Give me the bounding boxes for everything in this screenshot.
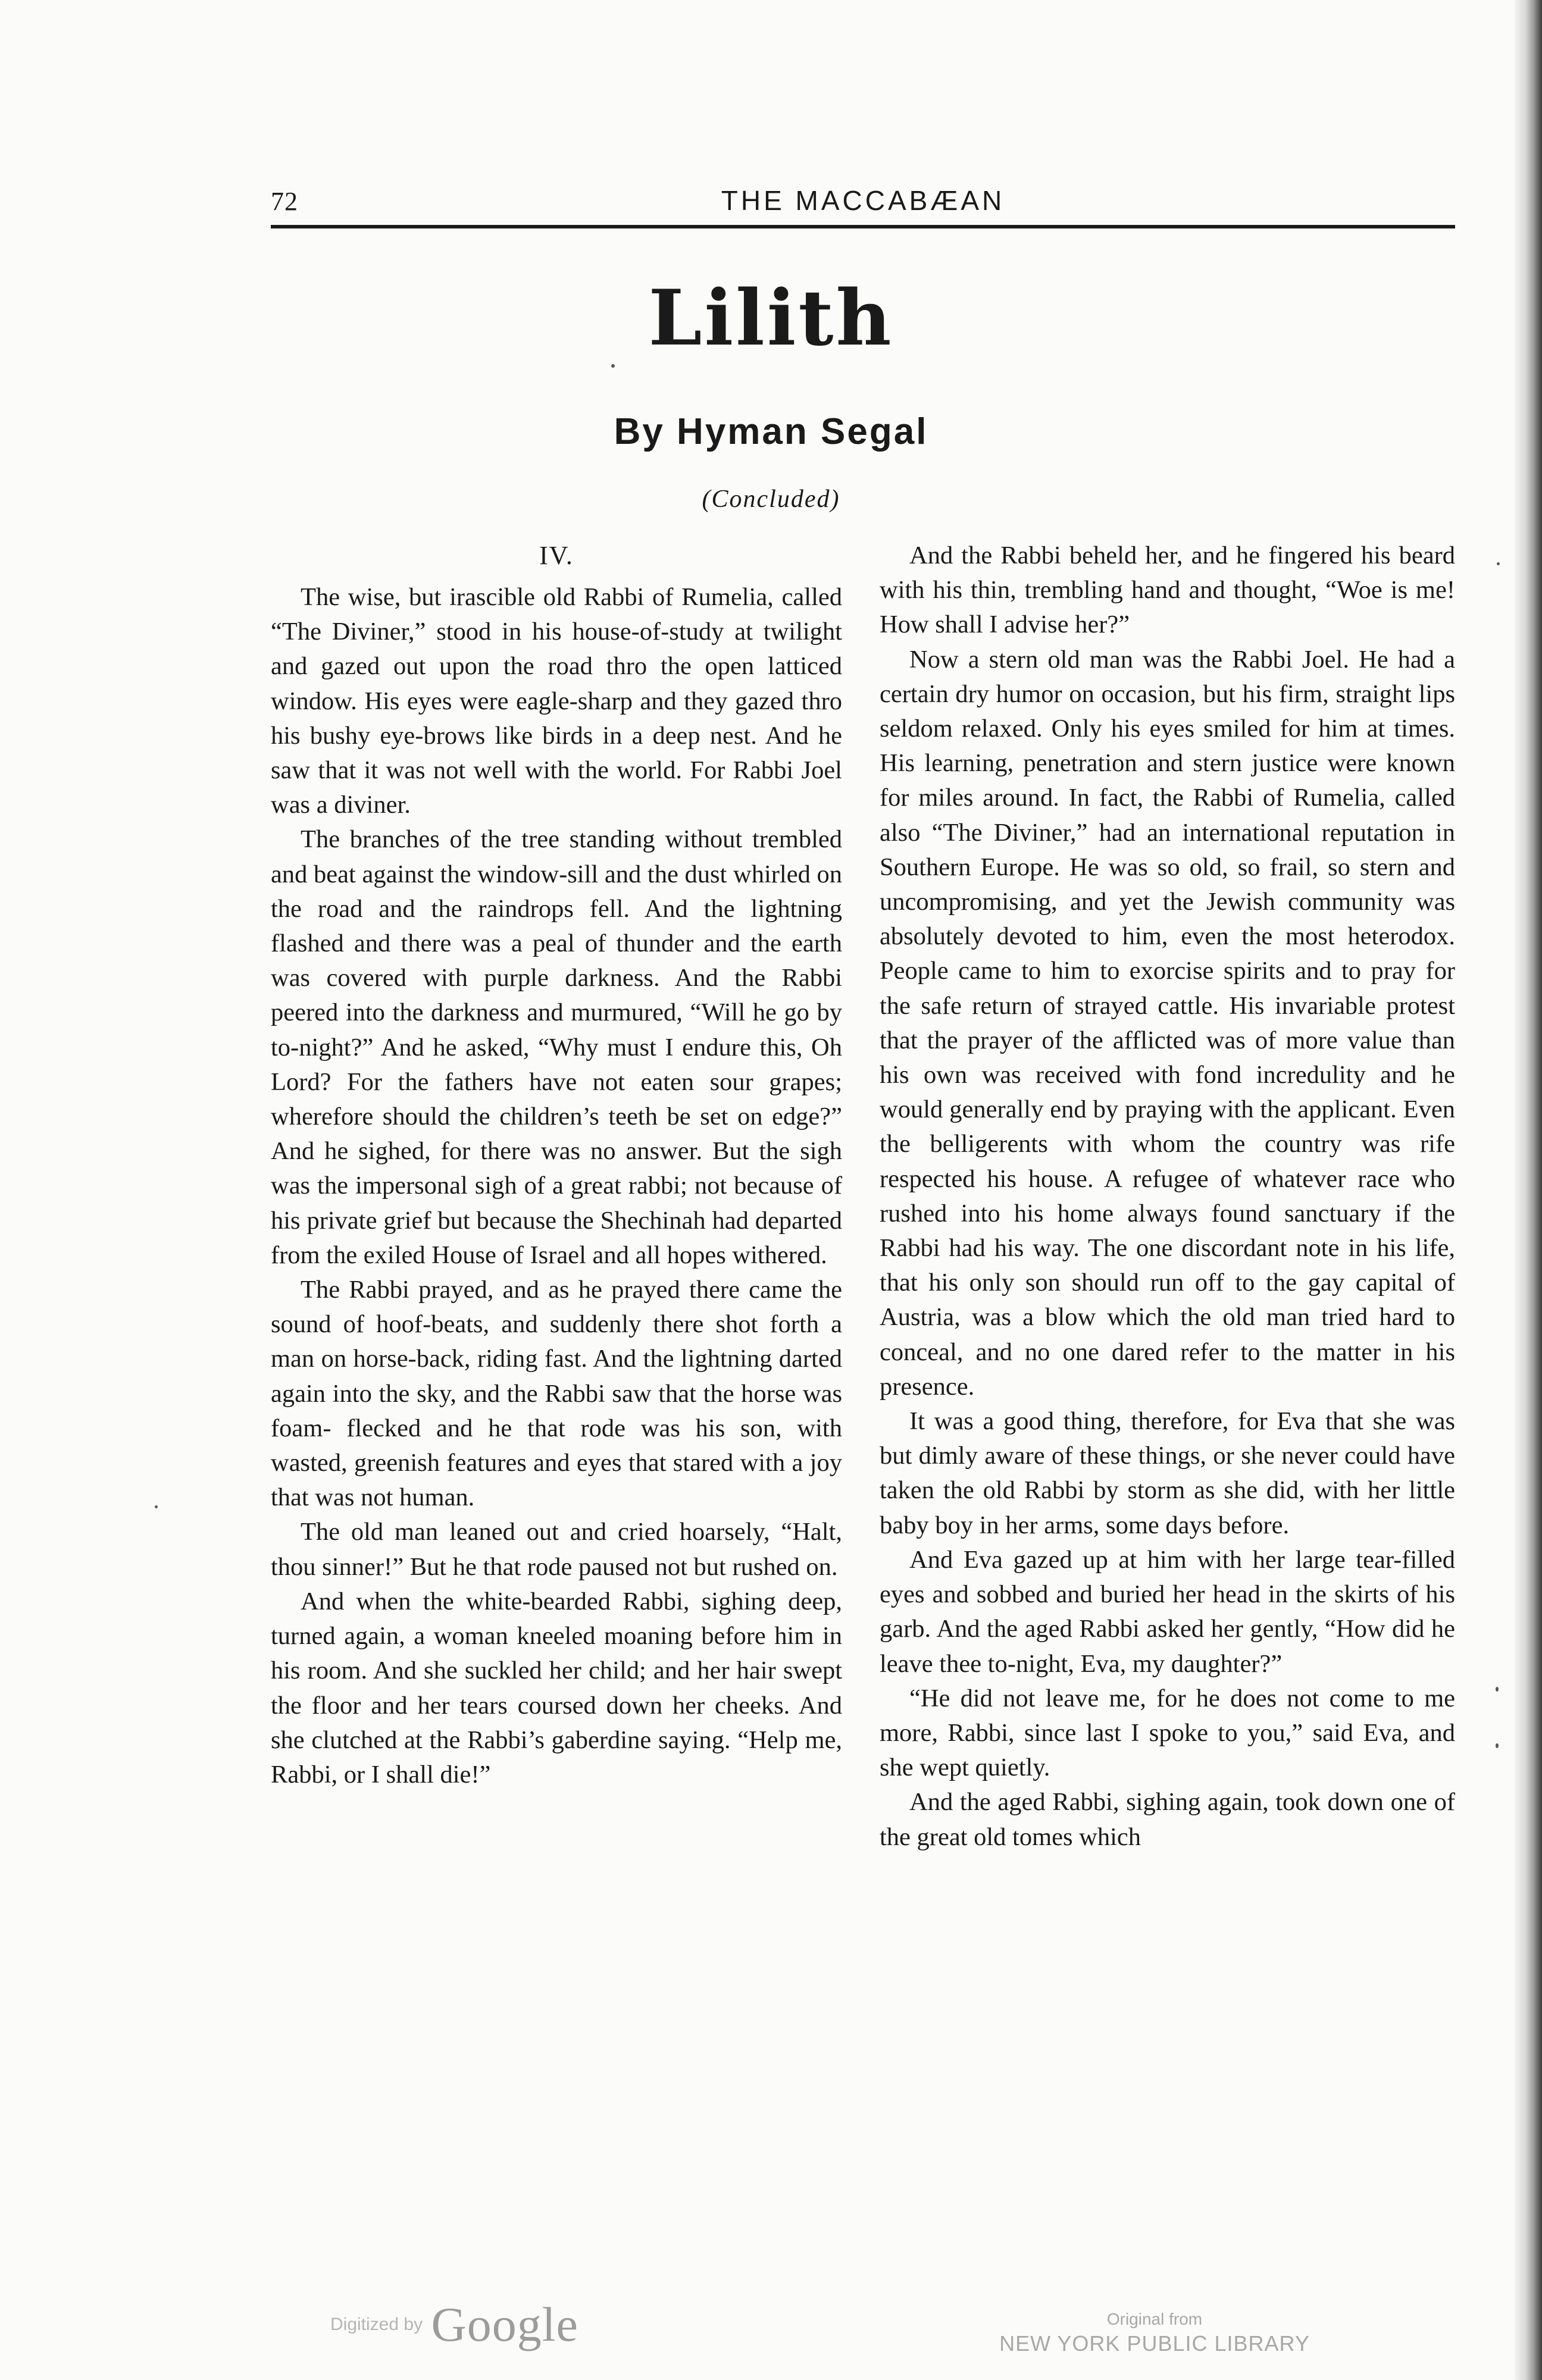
paragraph: The branches of the tree standing without trembled and beat against the window-sill and the dust whirled on the road and the raindrops fell. And the lightning flashed and there was a peal of thunder and the earth was covered with purple darkness. And the Rabbi peered into the darkness and murmured, “Will he go by to-night?” And he asked, “Why must I endure this, Oh Lord? For the fathers have not eaten sour grapes; wherefore should the children’s teeth be set on edge?” And he sighed, for there was no answer. But the sigh was the impersonal sigh of a great rabbi; not because of his private grief but because the Shechinah had departed from the exiled House of Israel and all hopes withered. <box>271 825 842 1269</box>
paragraph: Now a stern old man was the Rabbi Joel. He had a certain dry humor on occasion, but his firm, straight lips seldom relaxed. Only his eyes smiled for him at times. His learning, penetration and stern justice were known for miles around. In fact, the Rabbi of Rumelia, called also “The Diviner,” had an international reputation in Southern Europe. He was so old, so frail, so stern and uncompromising, and yet the Jewish community was absolutely devoted to him, even the most heterodox. People came to him to exorcise spirits and to pray for the safe return of strayed cattle. His invariable protest that the prayer of the afflicted was of more value than his own was received with fond incredulity and he would generally end by praying with the applicant. Even the belligerents with whom the country was rife respected his house. A refugee of whatever race who rushed into his home always found sanctuary if the Rabbi had his way. The one discordant note in his life, that his only son should run off to the gay capital of Austria, was a blow which the old man tried hard to conceal, and no one dared refer to the matter in his presence. <box>880 645 1455 1401</box>
article-title: Lilith <box>648 274 894 363</box>
scan-speck <box>1496 1687 1499 1692</box>
original-from-label: Original from <box>1106 2310 1203 2328</box>
scan-speck <box>155 1505 158 1508</box>
paragraph: The Rabbi prayed, and as he prayed there came the sound of hoof-beats, and suddenly there shot forth a man on horse-back, riding fast. And the lightning darted again into the sky, and the Rabbi saw that the horse was foam- flecked and he that rode was his son, with wasted, greenish features and eyes that stared with a joy that was not human. <box>271 1276 842 1512</box>
library-label: NEW YORK PUBLIC LIBRARY <box>999 2331 1310 2356</box>
header-rule <box>271 225 1455 228</box>
paragraph: And Eva gazed up at him with her large tear-filled eyes and sobbed and buried her head in the skirts of his garb. And the aged Rabbi asked her gently, “How did he leave thee to-night, Eva, my daughter?” <box>880 1545 1455 1678</box>
scan-speck <box>611 364 615 368</box>
paragraph: “He did not leave me, for he does not come to me more, Rabbi, since last I spoke to you,” said Eva, and she wept quietly. <box>880 1684 1455 1782</box>
left-column <box>271 538 842 1792</box>
right-column <box>880 538 1455 1855</box>
article-subtitle: (Concluded) <box>702 486 840 513</box>
paragraph: And when the white-bearded Rabbi, sighing deep, turned again, a woman kneeled moaning before him in his room. And she suckled her child; and her hair swept the floor and her tears coursed down her cheeks. And she clutched at the Rabbi’s gaberdine saying. “Help me, Rabbi, or I shall die!” <box>271 1587 842 1789</box>
scan-speck <box>1496 1743 1499 1748</box>
original-source-watermark <box>928 2309 1381 2357</box>
page-number: 72 <box>271 187 298 216</box>
google-logo: Google <box>431 2297 578 2351</box>
paragraph: It was a good thing, therefore, for Eva that she was but dimly aware of these things, or she never could have taken the old Rabbi by storm as she did, with her little baby boy in her arms, some days before. <box>880 1407 1455 1539</box>
running-header <box>271 181 1455 226</box>
digitized-by-watermark <box>330 2297 578 2353</box>
paragraph: And the Rabbi beheld her, and he fingered his beard with his thin, trembling hand and thought, “Woe is me! How shall I advise her?” <box>880 541 1455 639</box>
scan-speck <box>1497 562 1500 565</box>
journal-title: THE MACCABÆAN <box>721 185 1005 216</box>
section-heading: IV. <box>539 541 574 570</box>
digitized-label: Digitized by <box>330 2315 423 2334</box>
paragraph: The old man leaned out and cried hoarsely, “Halt, thou sinner!” But he that rode paused not but rushed on. <box>271 1518 842 1581</box>
byline: By Hyman Segal <box>614 411 928 452</box>
paragraph: And the aged Rabbi, sighing again, took down one of the great old tomes which <box>880 1788 1455 1851</box>
paragraph: The wise, but irascible old Rabbi of Rumelia, called “The Diviner,” stood in his house-of-study at twilight and gazed out upon the road thro the open latticed window. His eyes were eagle-sharp and they gazed thro his bushy eye-brows like birds in a deep nest. And he saw that it was not well with the world. For Rabbi Joel was a diviner. <box>271 583 842 819</box>
